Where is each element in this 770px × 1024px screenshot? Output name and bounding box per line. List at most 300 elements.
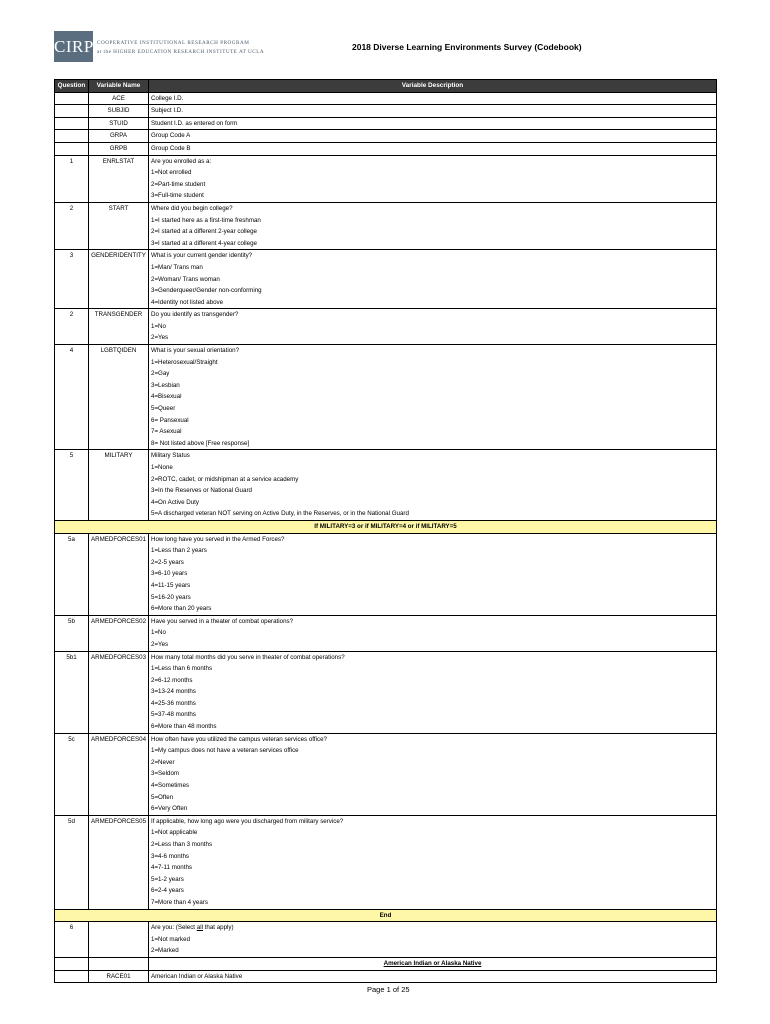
- variable-name-cell: [89, 368, 149, 380]
- variable-name-cell: SUBJID: [89, 105, 149, 118]
- table-header-row: [55, 80, 717, 93]
- question-number-cell: [55, 780, 89, 792]
- table-row: [55, 803, 717, 815]
- table-row: [55, 262, 717, 274]
- response-option-cell: 1=I started here as a first-time freshman: [149, 215, 717, 227]
- variable-name-cell: [89, 874, 149, 886]
- table-row: [55, 105, 717, 118]
- table-row: [55, 663, 717, 675]
- question-number-cell: [55, 403, 89, 415]
- question-number-cell: [55, 580, 89, 592]
- variable-name-cell: [89, 639, 149, 651]
- variable-name-cell: [89, 332, 149, 344]
- table-row: [55, 474, 717, 486]
- response-option-cell: How many total months did you serve in theater of combat operations?: [149, 651, 717, 663]
- variable-name-cell: [89, 934, 149, 946]
- emphasis-all: all: [196, 924, 203, 932]
- table-row: [55, 285, 717, 297]
- variable-description-cell: Have you served in a theater of combat operations?: [149, 615, 717, 627]
- table-row: [55, 438, 717, 450]
- response-option-cell: 6=More than 20 years: [149, 603, 717, 615]
- question-number-cell: 6: [55, 922, 89, 934]
- response-option-cell: 1=Less than 6 months: [149, 663, 717, 675]
- variable-name-cell: ENRLSTAT: [89, 155, 149, 167]
- variable-name-cell: [89, 508, 149, 520]
- response-option-cell: 6=More than 48 months: [149, 721, 717, 733]
- variable-name-column-header: Variable Name: [89, 80, 149, 93]
- question-number-cell: [55, 438, 89, 450]
- condition-band-row: [55, 520, 717, 533]
- table-row: [55, 686, 717, 698]
- table-row: [55, 380, 717, 392]
- variable-name-cell: [89, 945, 149, 957]
- table-row: [55, 945, 717, 957]
- question-number-cell: [55, 380, 89, 392]
- table-row: [55, 202, 717, 214]
- variable-name-cell: [89, 686, 149, 698]
- question-number-cell: [55, 698, 89, 710]
- question-number-cell: [55, 105, 89, 118]
- response-option-cell: 3=In the Reserves or National Guard: [149, 485, 717, 497]
- variable-description-cell: How long have you served in the Armed Forces?: [149, 533, 717, 545]
- table-row: [55, 615, 717, 627]
- response-option-cell: 3=Genderqueer/Gender non-conforming: [149, 285, 717, 297]
- variable-name-cell: [89, 675, 149, 687]
- question-number-cell: [55, 897, 89, 909]
- question-number-cell: 5c: [55, 733, 89, 745]
- response-option-cell: 2=6-12 months: [149, 675, 717, 687]
- variable-description-cell: What is your current gender identity?: [149, 250, 717, 262]
- response-option-cell: 2=Marked: [149, 945, 717, 957]
- variable-name-cell: [89, 438, 149, 450]
- variable-name-cell: [89, 757, 149, 769]
- table-row: [55, 970, 717, 983]
- question-number-cell: [55, 686, 89, 698]
- question-number-cell: [55, 970, 89, 983]
- table-row: [55, 238, 717, 250]
- response-option-cell: 1=No: [149, 627, 717, 639]
- variable-name-cell: [89, 839, 149, 851]
- question-number-cell: 1: [55, 155, 89, 167]
- table-row: [55, 250, 717, 262]
- table-row: [55, 733, 717, 745]
- table-row: [55, 745, 717, 757]
- response-option-cell: 1=Man/ Trans man: [149, 262, 717, 274]
- table-row: [55, 309, 717, 321]
- response-option-cell: 1=No: [149, 321, 717, 333]
- response-option-cell: 6= Pansexual: [149, 415, 717, 427]
- variable-name-cell: [89, 497, 149, 509]
- variable-name-cell: [89, 568, 149, 580]
- variable-name-cell: ARMEDFORCES03: [89, 651, 149, 663]
- variable-description-cell: American Indian or Alaska Native: [149, 970, 717, 983]
- variable-name-cell: [89, 321, 149, 333]
- variable-name-cell: MILITARY: [89, 450, 149, 462]
- table-row: [55, 92, 717, 105]
- response-option-cell: 2=Yes: [149, 639, 717, 651]
- variable-name-cell: [89, 462, 149, 474]
- question-number-cell: [55, 709, 89, 721]
- variable-name-cell: [89, 226, 149, 238]
- response-option-cell: 7= Asexual: [149, 426, 717, 438]
- table-row: [55, 215, 717, 227]
- variable-description-cell: Do you identify as transgender?: [149, 309, 717, 321]
- table-row: [55, 934, 717, 946]
- document-title: 2018 Diverse Learning Environments Survey (Codebook): [352, 42, 582, 52]
- table-row: [55, 627, 717, 639]
- question-number-cell: [55, 462, 89, 474]
- variable-description-cell: Where did you begin college?: [149, 202, 717, 214]
- variable-name-cell: [89, 851, 149, 863]
- question-number-cell: [55, 934, 89, 946]
- response-option-cell: 2=Gay: [149, 368, 717, 380]
- table-row: [55, 792, 717, 804]
- variable-name-cell: [89, 803, 149, 815]
- variable-name-cell: LGBTQIDEN: [89, 345, 149, 357]
- table-row: [55, 426, 717, 438]
- table-row: [55, 450, 717, 462]
- question-number-cell: [55, 485, 89, 497]
- variable-description-cell: Military Status: [149, 450, 717, 462]
- question-number-cell: 2: [55, 309, 89, 321]
- response-option-cell: 4=25-36 months: [149, 698, 717, 710]
- question-number-cell: [55, 226, 89, 238]
- response-option-cell: 2=Yes: [149, 332, 717, 344]
- question-number-cell: [55, 768, 89, 780]
- variable-description-cell: How often have you utilized the campus veteran services office?: [149, 733, 717, 745]
- question-number-cell: [55, 603, 89, 615]
- variable-name-cell: [89, 627, 149, 639]
- variable-name-cell: [89, 557, 149, 569]
- variable-name-cell: ARMEDFORCES05: [89, 815, 149, 827]
- table-row: [55, 851, 717, 863]
- response-option-cell: 1=Heterosexual/Straight: [149, 357, 717, 369]
- response-option-cell: 6=Very Often: [149, 803, 717, 815]
- question-number-cell: [55, 415, 89, 427]
- variable-description-cell: Student I.D. as entered on form: [149, 117, 717, 130]
- table-row: [55, 155, 717, 167]
- variable-name-cell: STUID: [89, 117, 149, 130]
- table-row: [55, 357, 717, 369]
- question-number-cell: 5a: [55, 533, 89, 545]
- variable-name-cell: [89, 709, 149, 721]
- variable-name-cell: ARMEDFORCES01: [89, 533, 149, 545]
- variable-name-cell: [89, 285, 149, 297]
- variable-description-cell: College I.D.: [149, 92, 717, 105]
- question-number-cell: [55, 827, 89, 839]
- question-number-cell: [55, 639, 89, 651]
- variable-name-cell: [89, 297, 149, 309]
- variable-description-cell: What is your sexual orientation?: [149, 345, 717, 357]
- response-option-cell: 1=Not applicable: [149, 827, 717, 839]
- table-row: [55, 721, 717, 733]
- table-row: [55, 345, 717, 357]
- variable-name-cell: [89, 592, 149, 604]
- variable-name-cell: [89, 262, 149, 274]
- variable-name-cell: [89, 391, 149, 403]
- cirp-logo-mark: CIRP: [54, 31, 93, 62]
- question-number-cell: [55, 757, 89, 769]
- response-option-cell: 3=6-10 years: [149, 568, 717, 580]
- question-number-cell: [55, 117, 89, 130]
- table-row: [55, 142, 717, 155]
- question-number-cell: 5b: [55, 615, 89, 627]
- question-number-cell: [55, 238, 89, 250]
- question-number-cell: [55, 297, 89, 309]
- table-row: [55, 508, 717, 520]
- table-row: [55, 190, 717, 202]
- question-number-cell: 5d: [55, 815, 89, 827]
- response-option-cell: 4=7-11 months: [149, 862, 717, 874]
- question-number-cell: [55, 426, 89, 438]
- table-row: [55, 117, 717, 130]
- table-row: [55, 885, 717, 897]
- response-option-cell: 2=ROTC, cadet, or midshipman at a service academy: [149, 474, 717, 486]
- table-row: [55, 651, 717, 663]
- response-option-cell: 6=2-4 years: [149, 885, 717, 897]
- page-number: Page 1 of 25: [367, 985, 410, 994]
- variable-name-cell: [89, 380, 149, 392]
- table-row: [55, 922, 717, 934]
- question-number-cell: [55, 321, 89, 333]
- question-number-cell: [55, 285, 89, 297]
- variable-name-cell: [89, 415, 149, 427]
- question-number-cell: [55, 142, 89, 155]
- question-cell: [55, 957, 89, 970]
- response-option-cell: 7=More than 4 years: [149, 897, 717, 909]
- variable-name-cell: [89, 663, 149, 675]
- table-row: [55, 533, 717, 545]
- response-option-cell: 1=Not marked: [149, 934, 717, 946]
- question-column-header: Question: [55, 80, 89, 93]
- question-number-cell: [55, 745, 89, 757]
- response-option-cell: 1=My campus does not have a veteran services office: [149, 745, 717, 757]
- response-option-cell: 3=I started at a different 4-year college: [149, 238, 717, 250]
- response-option-cell: 5=37-48 months: [149, 709, 717, 721]
- question-number-cell: [55, 945, 89, 957]
- table-row: [55, 274, 717, 286]
- logo-program-name: COOPERATIVE INSTITUTIONAL RESEARCH PROGRAM: [97, 40, 250, 46]
- table-row: [55, 545, 717, 557]
- variable-name-cell: [89, 179, 149, 191]
- question-number-cell: [55, 721, 89, 733]
- table-row: [55, 415, 717, 427]
- response-option-cell: 3=4-6 months: [149, 851, 717, 863]
- codebook-table: [54, 79, 717, 983]
- table-row: [55, 603, 717, 615]
- response-option-cell: 3=Full-time student: [149, 190, 717, 202]
- response-option-cell: 1=Less than 2 years: [149, 545, 717, 557]
- response-option-cell: 8= Not listed above [Free response]: [149, 438, 717, 450]
- question-number-cell: 3: [55, 250, 89, 262]
- response-option-cell: 2=2-5 years: [149, 557, 717, 569]
- table-row: [55, 368, 717, 380]
- variable-name-cell: [89, 357, 149, 369]
- variable-name-cell: [89, 827, 149, 839]
- response-option-cell: 1=None: [149, 462, 717, 474]
- question-number-cell: [55, 885, 89, 897]
- question-number-cell: [55, 851, 89, 863]
- variable-description-cell: Are you: (Select all that apply): [149, 922, 717, 934]
- table-row: [55, 815, 717, 827]
- response-option-cell: 3=Lesbian: [149, 380, 717, 392]
- variable-name-cell: [89, 721, 149, 733]
- response-option-cell: 2=Woman/ Trans woman: [149, 274, 717, 286]
- variable-name-cell: [89, 274, 149, 286]
- table-row: [55, 675, 717, 687]
- question-number-cell: [55, 167, 89, 179]
- response-option-cell: 3=Seldom: [149, 768, 717, 780]
- variable-name-cell: [89, 897, 149, 909]
- table-row: [55, 874, 717, 886]
- response-option-cell: 2=Part-time student: [149, 179, 717, 191]
- variable-name-cell: [89, 862, 149, 874]
- variable-name-cell: TRANSGENDER: [89, 309, 149, 321]
- table-row: [55, 862, 717, 874]
- variable-name-cell: [89, 485, 149, 497]
- condition-band-row: [55, 909, 717, 922]
- question-number-cell: [55, 839, 89, 851]
- table-row: [55, 167, 717, 179]
- question-number-cell: [55, 92, 89, 105]
- variable-name-cell: [89, 745, 149, 757]
- variable-name-cell: [89, 792, 149, 804]
- question-number-cell: [55, 803, 89, 815]
- question-number-cell: [55, 557, 89, 569]
- variable-name-cell: GRPB: [89, 142, 149, 155]
- section-subheading-row: [55, 957, 717, 970]
- question-number-cell: [55, 391, 89, 403]
- response-option-cell: 4=11-15 years: [149, 580, 717, 592]
- table-row: [55, 827, 717, 839]
- question-number-cell: [55, 675, 89, 687]
- variable-name-cell: [89, 922, 149, 934]
- variable-name-cell: [89, 215, 149, 227]
- variable-name-cell: [89, 580, 149, 592]
- table-row: [55, 179, 717, 191]
- question-number-cell: [55, 215, 89, 227]
- variable-name-cell: [89, 957, 149, 970]
- variable-name-cell: [89, 603, 149, 615]
- question-number-cell: [55, 179, 89, 191]
- question-number-cell: 2: [55, 202, 89, 214]
- variable-name-cell: GENDERIDENTITY: [89, 250, 149, 262]
- response-option-cell: 4=Bisexual: [149, 391, 717, 403]
- question-number-cell: 5: [55, 450, 89, 462]
- question-number-cell: [55, 568, 89, 580]
- response-option-cell: 5=A discharged veteran NOT serving on Active Duty, in the Reserves, or in the National Guard: [149, 508, 717, 520]
- table-row: [55, 497, 717, 509]
- table-row: [55, 321, 717, 333]
- response-option-cell: 5=Often: [149, 792, 717, 804]
- variable-name-cell: [89, 885, 149, 897]
- question-number-cell: [55, 497, 89, 509]
- table-row: [55, 592, 717, 604]
- variable-description-cell: If applicable, how long ago were you discharged from military service?: [149, 815, 717, 827]
- variable-name-cell: [89, 545, 149, 557]
- variable-name-cell: ACE: [89, 92, 149, 105]
- response-option-cell: 5=Queer: [149, 403, 717, 415]
- question-number-cell: [55, 663, 89, 675]
- variable-name-cell: GRPA: [89, 130, 149, 143]
- table-row: [55, 130, 717, 143]
- response-option-cell: 2=Never: [149, 757, 717, 769]
- variable-name-cell: [89, 238, 149, 250]
- question-number-cell: [55, 474, 89, 486]
- table-row: [55, 391, 717, 403]
- variable-name-cell: [89, 780, 149, 792]
- variable-name-cell: [89, 167, 149, 179]
- response-option-cell: 3=13-24 months: [149, 686, 717, 698]
- table-row: [55, 580, 717, 592]
- question-number-cell: [55, 368, 89, 380]
- table-row: [55, 698, 717, 710]
- variable-name-cell: [89, 190, 149, 202]
- response-option-cell: 2=Less than 3 months: [149, 839, 717, 851]
- question-number-cell: [55, 627, 89, 639]
- table-row: [55, 332, 717, 344]
- table-row: [55, 297, 717, 309]
- response-option-cell: 2=I started at a different 2-year college: [149, 226, 717, 238]
- response-option-cell: 4=On Active Duty: [149, 497, 717, 509]
- table-row: [55, 568, 717, 580]
- variable-description-column-header: Variable Description: [149, 80, 717, 93]
- question-number-cell: [55, 862, 89, 874]
- table-row: [55, 403, 717, 415]
- question-number-cell: [55, 545, 89, 557]
- variable-name-cell: [89, 698, 149, 710]
- variable-name-cell: ARMEDFORCES02: [89, 615, 149, 627]
- table-row: [55, 226, 717, 238]
- table-row: [55, 768, 717, 780]
- question-number-cell: [55, 274, 89, 286]
- variable-description-cell: Are you enrolled as a:: [149, 155, 717, 167]
- variable-name-cell: [89, 403, 149, 415]
- table-row: [55, 757, 717, 769]
- table-row: [55, 780, 717, 792]
- question-number-cell: [55, 262, 89, 274]
- variable-description-cell: Group Code A: [149, 130, 717, 143]
- logo-institute-name: at the HIGHER EDUCATION RESEARCH INSTITUTE AT UCLA: [97, 49, 265, 55]
- variable-name-cell: [89, 474, 149, 486]
- condition-band-label: If MILITARY=3 or if MILITARY=4 or if MILITARY=5: [55, 520, 717, 533]
- response-option-cell: 4=Sometimes: [149, 780, 717, 792]
- variable-name-cell: [89, 426, 149, 438]
- question-number-cell: 5b1: [55, 651, 89, 663]
- condition-band-label: End: [55, 909, 717, 922]
- question-number-cell: [55, 508, 89, 520]
- question-number-cell: [55, 130, 89, 143]
- table-row: [55, 557, 717, 569]
- cirp-logo: [54, 31, 265, 63]
- variable-description-cell: Subject I.D.: [149, 105, 717, 118]
- table-row: [55, 485, 717, 497]
- question-number-cell: [55, 190, 89, 202]
- question-number-cell: [55, 792, 89, 804]
- question-number-cell: [55, 332, 89, 344]
- variable-name-cell: ARMEDFORCES04: [89, 733, 149, 745]
- response-option-cell: 5=16-20 years: [149, 592, 717, 604]
- table-row: [55, 709, 717, 721]
- table-row: [55, 839, 717, 851]
- question-number-cell: [55, 874, 89, 886]
- variable-description-cell: Group Code B: [149, 142, 717, 155]
- table-row: [55, 639, 717, 651]
- section-subheading: American Indian or Alaska Native: [149, 957, 717, 970]
- response-option-cell: 5=1-2 years: [149, 874, 717, 886]
- question-number-cell: [55, 357, 89, 369]
- variable-name-cell: RACE01: [89, 970, 149, 983]
